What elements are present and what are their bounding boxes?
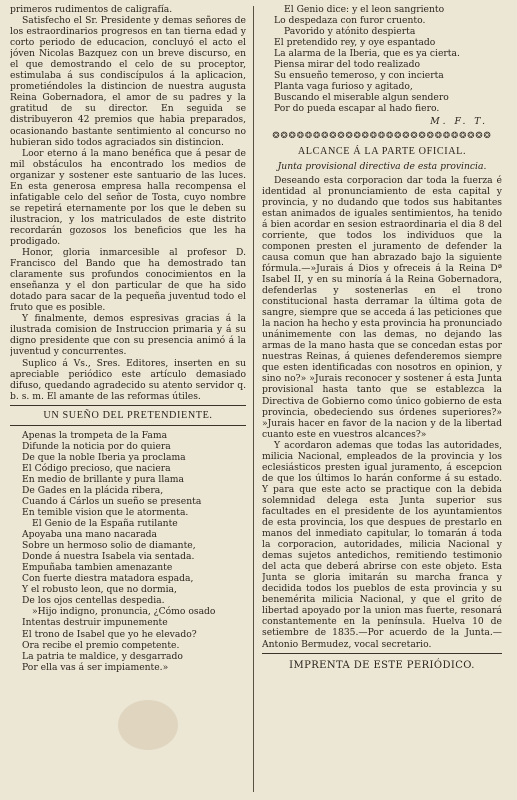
ornamental-rule: ❂❂❂❂❂❂❂❂❂❂❂❂❂❂❂❂❂❂❂❂❂❂❂❂❂❂❂ [272,130,492,141]
poem-verse: Por ella vas á ser impiamente.» [22,661,169,673]
left-column [10,4,246,794]
poem-stanzas-continued [262,4,502,114]
poem-verse: De que la noble Iberia ya proclama [22,451,186,463]
poem-verse: La patria te maldice, y desgarrado [22,650,183,662]
poem-verse: Pavorido y atónito despierta [284,26,416,38]
section-rule [10,405,246,406]
article-paragraph: Y finalmente, demos espresivas gracias á la ilustrada comision de Instruccion primaria y á su digno presidente que con su presencia animó á la juventud y concurrentes. [10,313,246,358]
poem-verse: Ora recibe el premio competente. [22,639,180,651]
poem-verse: De Gades en la plácida ribera, [22,484,164,496]
poem-stanzas [10,430,246,673]
poem-verse: Empuñaba tambien amenazante [22,562,173,574]
poem-verse: Apenas la trompeta de la Fama [22,429,168,441]
poem-verse: Con fuerte diestra matadora espada, [22,573,194,585]
poem-verse: El pretendido rey, y oye espantado [274,37,436,49]
article-paragraph: Satisfecho el Sr. Presidente y demas señores de los estraordinarios progresos en tan tierna edad y corto periodo de educacion, concluyó el acto el jóven Nicolas Bazquez con un breve discurso, en el que demostrando el celo de su proceptor, estimulaba á sus condiscípulos á la aplicacion, prometiéndoles la distincion de nuestra augusta Reina Gobernadora, el amor de su padres y la gratitud de su director. En seguida se distribuyeron 42 premios que habia preparados, ocasionando bastante sentimiento al concurso no hubieran sido todos agraciados sin distincion. [10,15,246,148]
section-subtitle: Junta provisional directiva de esta provincia. [277,160,487,172]
article-paragraph: primeros rudimentos de caligrafía. [10,4,173,15]
poem-title: UN SUEÑO DEL PRETENDIENTE. [43,409,213,421]
column-divider [253,6,254,792]
poem-verse: En temible vision que le atormenta. [22,507,189,519]
poem-verse: Lo despedaza con furor cruento. [274,15,426,27]
printer-imprint: IMPRENTA DE ESTE PERIÓDICO. [289,659,475,671]
article-paragraph: Deseando esta corporacion dar toda la fuerza é identidad al pronunciamiento de esta capital y provincia, y no dudando que todos sus habitantes estan animados de iguales sentimientos, ha tenido á bien acordar en sesion estraordinaria el dia 8 del corriente, que todos los individuos que la componen presten el juramento de defender la causa comun que han abrazado bajo la siguiente fórmula.—»Jurais á Dios y ofreceis á la Reina Dª Isabel II, y en su minoría á la Reina Gobernadora, defenderlas y sostenerlas en el trono constitucional hasta derramar la última gota de sangre, siempre que se acceda á las peticiones que la nacion ha hecho y esta provincia ha pronunciado unánimemente con las demas, no dejando las armas de la mano hasta que se concedan estas por nuestras Reinas, á quienes defenderemos siempre que esten identificadas con nosotros en opinion, y sino no?» »Jurais reconocer y sostener á esta Junta provisional hasta tanto que se establezca la Directiva de Gobierno como único gobierno de esta provincia, obedeciendo sus órdenes superiores?» »Jurais hacer en favor de la nacion y de la libertad cuanto este en vuestros alcances?» [262,174,502,440]
poem-verse: Su ensueño temeroso, y con incierta [274,70,444,82]
poem-verse: Piensa mirar del todo realizado [274,59,421,71]
poem-verse: Planta vaga furioso y agitado, [274,81,413,93]
poem-verse: »Hijo indigno, pronuncia, ¿Cómo osado [32,606,216,618]
poem-verse: De los ojos centellas despedia. [22,595,165,607]
poem-verse: El Código precioso, que naciera [22,462,171,474]
poem-verse: El trono de Isabel que yo he elevado? [22,628,197,640]
section-title: ALCANCE Á LA PARTE OFICIAL. [297,145,467,157]
article-paragraph: Suplico á Vs., Sres. Editores, inserten en su apreciable periódico este artículo demasiado difuso, quedando agradecido su atento servidor q. b. s. m. El amante de las reformas útiles. [10,357,246,402]
poem-signature: M. F. T. [430,116,488,128]
poem-verse: Por do pueda escapar al hado fiero. [274,103,440,115]
poem-verse: Intentas destruir impunemente [22,617,168,629]
poem-verse: La alarma de la Iberia, que es ya cierta. [274,48,460,60]
poem-verse: El Genio dice: y el leon sangriento [284,4,445,15]
poem-verse: Buscando el miserable algun sendero [274,92,449,104]
section-rule [262,653,502,654]
poem-verse: Difunde la noticia por do quiera [22,440,171,452]
poem-verse: Sobre un hermoso solio de diamante, [22,540,196,552]
poem-verse: En medio de brillante y pura llama [22,473,184,485]
article-paragraph: Loor eterno á la mano benéfica que á pesar de mil obstáculos ha encontrado los medios de organizar y sostener este santuario de las luces. En esta generosa empresa halla recompensa el infatigable celo del señor de Tosta, cuyo nombre se repetirá eternamente por los que le deben su ilustracion, y los matriculados de este distrito recordarán gozosos los beneficios que les ha prodigado. [10,147,246,247]
poem-verse: El Genio de la España rutilante [32,518,178,530]
right-column [262,4,502,794]
poem-verse: Y el robusto leon, que no dormia, [22,584,177,596]
article-paragraph: Y acordaron ademas que todas las autoridades, milicia Nacional, empleados de la provincia y los eclesiásticos presten igual juramento, á escepcion de que los últimos lo harán conforme á su estado. Y para que este acto se practique con la debida solemnidad delega esta Junta superior sus facultades en el presidente de los ayuntamientos de esta provincia, los que despues de prestarlo en manos del inmediato capitular, lo tomarán á toda la corporacion, autoridades, milicia Nacional y demas sujetos antedichos, remitiendo testimonio del acta que deberá abrirse con este objeto. Esta Junta se gloria imitarán su marcha franca y decidida todos los pueblos de esta provincia y su benemérita milicia Nacional, y que el grito de libertad apoyado por la union mas fuerte, resonará constantemente en la península. Huelva 10 de setiembre de 1835.—Por acuerdo de la Junta.—Antonio Bermudez, vocal secretario. [262,439,502,650]
poem-verse: Donde á nuestra Isabela via sentada. [22,551,195,563]
section-rule [10,425,246,426]
poem-verse: Apoyaba una mano nacarada [22,529,158,541]
poem-verse: Cuando á Cárlos un sueño se presenta [22,495,202,507]
article-paragraph: Honor, gloria inmarcesible al profesor D. Francisco del Bando que ha demostrado tan claramente sus profundos conocimientos en la enseñanza y el don particular de que ha sido dotado para sacar de la pequeña juventud todo el fruto que es posible. [10,247,246,314]
